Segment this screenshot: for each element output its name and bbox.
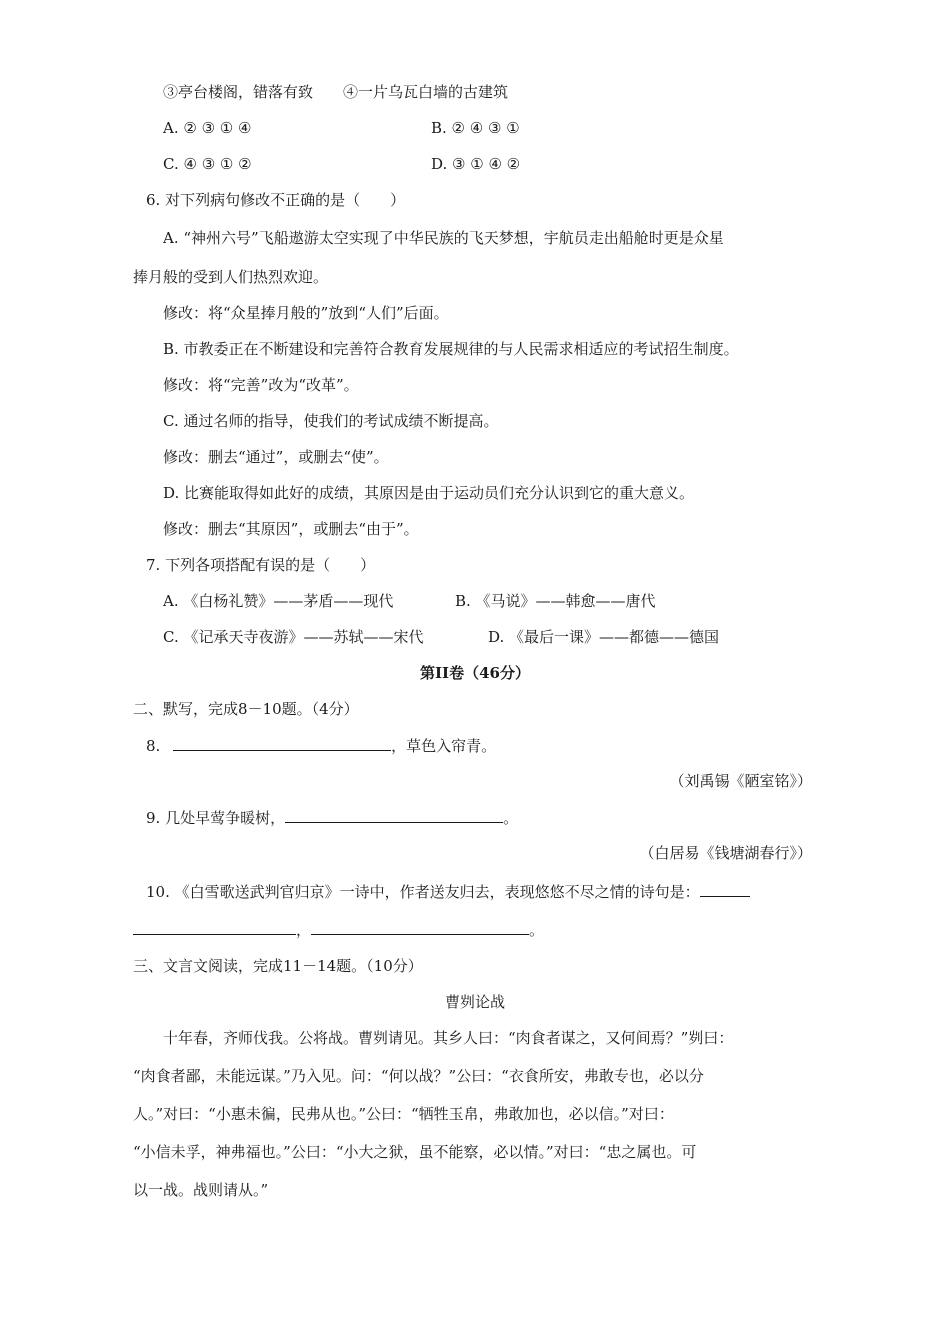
q6-option-c-fix: 修改：删去“通过”，或删去“使”。 [163, 448, 389, 466]
passage-line-2: “肉食者鄙，未能远谋。”乃入见。问：“何以战？”公曰：“衣食所安，弗敢专也，必以分 [133, 1067, 704, 1085]
q7-option-c: C. 《记承天寺夜游》——苏轼——宋代 [163, 628, 424, 646]
q9-tail: 。 [503, 809, 519, 827]
q6-option-a-fix: 修改：将“众星捧月般的”放到“人们”后面。 [163, 304, 449, 322]
section-3-heading: 三、文言文阅读，完成11－14题。（10分） [133, 957, 423, 975]
passage-line-3: 人。”对曰：“小惠未徧，民弗从也。”公曰：“牺牲玉帛，弗敢加也，必以信。”对曰： [133, 1105, 674, 1123]
passage-line-1: 十年春，齐师伐我。公将战。曹刿请见。其乡人曰：“肉食者谋之，又何间焉？”刿曰： [163, 1029, 734, 1047]
q6-option-a-line-2: 捧月般的受到人们热烈欢迎。 [133, 268, 329, 286]
q10-text: 10. 《白雪歌送武判官归京》一诗中，作者送友归去，表现悠悠不尽之情的诗句是： [146, 883, 700, 901]
q5-option-a: A. ② ③ ① ④ [163, 119, 252, 137]
q5-item-3: ③亭台楼阁，错落有致 [163, 83, 314, 101]
q5-option-b: B. ② ④ ③ ① [431, 119, 520, 137]
q7-option-d: D. 《最后一课》——都德——德国 [488, 628, 720, 646]
q8-source: （刘禹锡《陋室铭》） [669, 772, 812, 790]
q6-stem: 6. 对下列病句修改不正确的是（ ） [146, 191, 406, 209]
q10-blank-2[interactable] [311, 919, 529, 935]
q10-line-1 [146, 881, 750, 902]
q10-blank-1a[interactable] [700, 881, 750, 897]
q10-end: 。 [529, 921, 545, 939]
q7-option-a: A. 《白杨礼赞》——茅盾——现代 [163, 592, 394, 610]
q5-item-4: ④一片乌瓦白墙的古建筑 [343, 83, 509, 101]
q9-blank[interactable] [285, 807, 503, 823]
q5-option-c: C. ④ ③ ① ② [163, 155, 252, 173]
q6-option-b: B. 市教委正在不断建设和完善符合教育发展规律的与人民需求相适应的考试招生制度。 [163, 340, 739, 358]
q6-option-c: C. 通过名师的指导，使我们的考试成绩不断提高。 [163, 412, 499, 430]
q8-blank[interactable] [173, 735, 391, 751]
q10-line-2 [133, 919, 544, 940]
q9-head: 9. 几处早莺争暖树， [146, 809, 286, 827]
q7-option-b: B. 《马说》——韩愈——唐代 [455, 592, 656, 610]
part-2-title: 第II卷（46分） [420, 664, 530, 682]
q10-blank-1b[interactable] [133, 919, 296, 935]
passage-line-5: 以一战。战则请从。” [133, 1181, 269, 1199]
q8-tail: ，草色入帘青。 [391, 737, 497, 755]
passage-line-4: “小信未孚，神弗福也。”公曰：“小大之狱，虽不能察，必以情。”对曰：“忠之属也。可 [133, 1143, 697, 1161]
q6-option-d-fix: 修改：删去“其原因”，或删去“由于”。 [163, 520, 419, 538]
q5-option-d: D. ③ ① ④ ② [431, 155, 521, 173]
q6-option-a-line-1: A. “神州六号”飞船遨游太空实现了中华民族的飞天梦想，宇航员走出船舱时更是众星 [163, 229, 724, 247]
q9-source: （白居易《钱塘湖春行》） [639, 844, 812, 862]
q8-number: 8. [146, 737, 161, 755]
q9-line [146, 807, 518, 828]
q6-option-d: D. 比赛能取得如此好的成绩，其原因是由于运动员们充分认识到它的重大意义。 [163, 484, 695, 502]
q5-items-line [163, 82, 508, 102]
q6-option-b-fix: 修改：将“完善”改为“改革”。 [163, 376, 359, 394]
section-2-heading: 二、默写，完成8－10题。（4分） [133, 700, 359, 718]
q8-line [146, 735, 496, 756]
q10-comma: ， [296, 921, 312, 939]
q7-stem: 7. 下列各项搭配有误的是（ ） [146, 556, 376, 574]
passage-title: 曹刿论战 [444, 993, 505, 1011]
